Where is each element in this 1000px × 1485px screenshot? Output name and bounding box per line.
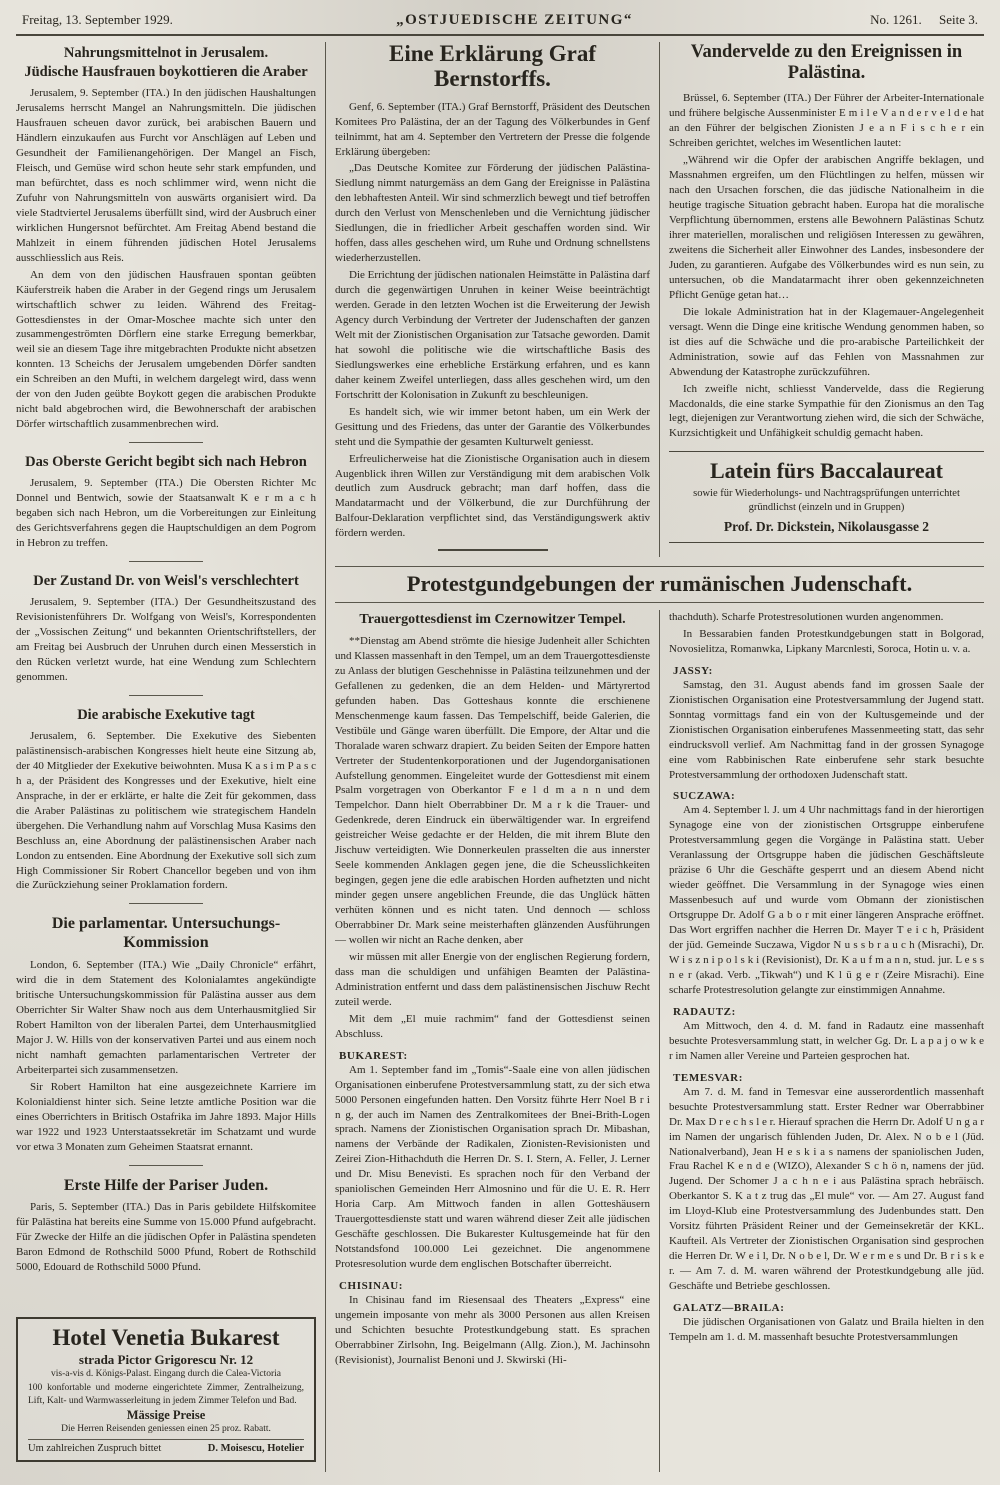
article-untersuchungs-kommission <box>16 912 316 1156</box>
article-paragraph: Jerusalem, 6. September. Die Exekutive des Siebenten palästinensisch-arabischen Kongresses hielt heute eine Sitzung ab, der 40 Mitglieder der Exekutive beiwohnten. Musa K a s i m P a s c h a, der Präsident des Kongresses und der Exekutive, hielt eine Ansprache, in der er erklärte, er halte die Zeit für gekommen, dass die Araber Palästinas zu politischem wie strategischem Handeln übergehen. Die Verhandlung nahm auf Vorschlag Musa Kasims den Beschluss an, eine Abordnung der palästinensischen Araber nach London zu entsenden. Eine Abordnung der Exekutive soll sich zum High Commissioner Sir Robert Chancellor begeben und von ihm die Zurückziehung seiner Proklamation fordern. <box>16 729 316 892</box>
article-paragraph: Brüssel, 6. September (ITA.) Der Führer der Arbeiter-Internationale und frühere belgische Aussenminister E m i l e V a n d e r v e l d e hat an den Führer der belgischen Zionisten J e a n F i s c h e r ein Schreiben gerichtet, welches im Wesentlichen lautet: <box>669 92 984 150</box>
article-divider <box>129 903 203 904</box>
article-paragraph: Jerusalem, 9. September (ITA.) Der Gesundheitszustand des Revisionistenführers Dr. Wolfgang von Weisl's, Korrespondenten der „Vossischen Zeitung“ und bekannten Orientschriftstellers, der am Freitag bei Ausbruch der Unruhen durch einen Messerstich in den Rücken verletzt wurde, hat eine Wendung zum Schlechtern genommen. <box>16 596 316 683</box>
column-rule <box>659 610 660 1472</box>
column-right <box>669 42 984 557</box>
article-divider <box>129 442 203 443</box>
ad-hotel-rabatt: Die Herren Reisenden geniessen einen 25 proz. Rabatt. <box>61 1424 271 1434</box>
column-left <box>16 42 316 1472</box>
article-paragraph: Samstag, den 31. August abends fand im grossen Saale der Zionistischen Organisation eine Protestversammlung der Jugend statt. Sonntag vormittags fand ein von der Kultusgemeinde und der Zionistischen Organisation einberufenes Massenmeeting statt, das sehr eindrucksvoll verlief. Am Nachmittag fand in der grossen Synagoge eine vom Rabbinischen Rate einberufene sehr stark besuchte Protestversammlung der orthodoxen Judenschaft statt. <box>669 678 984 781</box>
column-middle <box>335 42 650 557</box>
article-paragraph: Jerusalem, 9. September (ITA.) In den jüdischen Haushaltungen Jerusalems herrscht Mangel an Nahrungsmitteln. Die jüdischen Hausfrauen scheuen davor zurück, bei arabischen Bauern und Händlern einzukaufen aus Furcht vor Anschlägen auf Leben und Gesundheit der Familienangehörigen. Der Mangel an Fisch, Fleisch, und Gemüse wird schon heute sehr stark empfunden, und man befürchtet, dass es noch schlimmer wird, wenn nicht die Zufuhr von Nahrungsmitteln von auswärts organisiert wird. Da viele Stadtviertel Jerusalems überfüllt sind, wird der Ausbruch einer wirklichen Hungersnot befürchtet. Am Freitag Abend bestand die Mahlzeit in einem führenden jüdischen Hotel Jerusalems ausschliesslich aus Reis. <box>16 87 316 264</box>
section-head-bukarest: BUKAREST: <box>339 1049 408 1062</box>
article-paragraph: Die Errichtung der jüdischen nationalen Heimstätte in Palästina darf durch die gegenwärtigen Unruhen in keiner Weise beeinträchtigt werden. Gerade in den letzten Wochen ist die Erweiterung der Jewish Agency durch Verbindung der Vertreter der Judenschaften der ganzen Welt mit der Zionistischen Organisation zur Tatsache geworden. Damit hat sowohl die politische wie die wirtschaftliche Basis des Siedlungswerkes eine erhebliche Erstärkung erfahren, und es kann daher keinem Zweifel unterliegen, dass alles geschehen wird, um den Fortschritt der Kolonisation in Zukunft zu beschleunigen. <box>335 269 650 401</box>
article-zustand-weisl <box>16 570 316 687</box>
protest-columns <box>335 610 984 1472</box>
ad-hotel-signature: D. Moisescu, Hotelier <box>207 1443 304 1454</box>
latein-ad <box>669 451 984 542</box>
article-paragraph: Die jüdischen Organisationen von Galatz und Braila hielten in den Tempeln am 1. d. M. massenhaft besuchte Protestversammlungen <box>669 1316 984 1343</box>
ad-hotel-location: vis-a-vis d. Königs-Palast. Eingang durch die Calea-Victoria <box>50 1369 281 1380</box>
article-paragraph: In Chisinau fand im Riesensaal des Theaters „Express“ eine ungemein imposante von mehr als 3000 Personen aus allen Kreisen und Schichten besuchte Protestkundgebung statt. Es sprachen Oberrabbiner Zirlsohn, Ing. Beigelmann (Allg. Zion.), M. Jachinsohn (Revisionist), Journalist Benoni und J. Skwirski (Hi- <box>335 1294 650 1366</box>
article-end-rule <box>438 549 548 551</box>
article-erste-hilfe <box>16 1174 316 1278</box>
article-title: Die arabische Exekutive tagt <box>77 706 255 723</box>
article-paragraph: London, 6. September (ITA.) Wie „Daily Chronicle“ erfährt, wird die in dem Statement des Kolonialamtes angekündigte britische Untersuchungskommission für Palästina ausser aus dem Oberrichter Sir Walter Shaw noch aus dem Unterhausmitglied Sir Robert Hamilton von der liberalen Partei, dem Unterhausmitglied Major J. W. Hills von der konservativen Partei und aus einem noch nicht namhaft gemachten parlamentarischen Vertreter der Arbeiterpartei sich zusammensetzen. <box>16 959 316 1076</box>
page-columns <box>16 36 984 1472</box>
article-paragraph: In Bessarabien fanden Protestkundgebungen statt in Bolgorad, Novosielitza, Romanwka, Lipkany Marcnlesti, Soroca, Hotin u. v. a. <box>669 627 984 655</box>
article-paragraph: Sir Robert Hamilton hat eine ausgezeichnete Karriere im Kolonialdienst hinter sich. Seine letzte amtliche Position war die eines Oberrichters in Britisch Ostafrika im Jahre 1893. Major Hills war 1922 und 1923 Unterstaatssekretär im Schatzamt und wurde vor etwa 3 Monaten zum Geheimen Staatsrat ernannt. <box>16 1080 316 1153</box>
ad-hotel-closing-text: Um zahlreichen Zuspruch bittet <box>28 1443 162 1454</box>
article-paragraph: Erfreulicherweise hat die Zionistische Organisation auch in diesem Augenblick ihren Willen zur Verständigung mit dem arabischen Volk deutlich zum Ausdruck gebracht; man darf hoffen, dass die Mandatarmacht und der Völkerbund, die zur Durchführung der Balfour-Deklaration verpflichtet sind, das Verständigungswerk aktiv fördern werden. <box>335 452 650 540</box>
article-paragraph: Mit dem „El muie rachmim“ fand der Gottesdienst seinen Abschluss. <box>335 1012 650 1040</box>
article-title: Die parlamentar. Untersuchungs-Kommission <box>51 915 281 952</box>
article-paragraph: Genf, 6. September (ITA.) Graf Bernstorff, Präsident des Deutschen Komitees Pro Palästina, der an der Tagung des Völkerbundes in Genf teilnimmt, hat am 4. September den Vertretern der Presse die folgende Erklärung übergeben: <box>335 100 650 158</box>
article-paragraph: An dem von den jüdischen Hausfrauen spontan geübten Käuferstreik haben die Araber in der Gegend rings um Jerusalem wirtschaftlich schwer zu leiden. Während des Freitag-Gottesdienstes in der Omar-Moschee machte sich unter den zusammengeströmten Dörflern eine starke Erregung bemerkbar, weil sie an diesem Tage ihre mitgebrachten Produkte nicht absetzen konnten. 13 Scheichs der Jerusalem umgebenden Dörfer sandten ein Schreiben an den Mufti, in welchem dargelegt wird, dass wenn der von den Juden geübte Boykott gegen die arabischen Produkte nicht bald abgebrochen wird, die Bewohnerschaft der arabischen Dörfer wirtschaftlich zusammenbrechen wird. <box>16 268 316 431</box>
article-paragraph: thachduth). Scharfe Protestresolutionen wurden angenommen. <box>669 610 944 623</box>
article-paragraph: Paris, 5. September (ITA.) Das in Paris gebildete Hilfskomitee für Palästina hat bereits eine Summe von 15.000 Pfund aufgebracht. Für Zwecke der Hilfe an die jüdischen Opfer in Palästina spendeten Baron Edmond de Rothschild 5000 Pfund, Robert de Rothschild 5000, Edouard de Rothschild 5000 Pfund. <box>16 1201 316 1274</box>
section-head-jassy: JASSY: <box>673 664 713 677</box>
masthead-title: „OSTJUEDISCHE ZEITUNG“ <box>396 12 633 28</box>
top-articles-row <box>335 42 984 557</box>
article-paragraph: Jerusalem, 9. September (ITA.) Die Obersten Richter Mc Donnel und Bentwich, sowie der Staatsanwalt K e r m a c h begaben sich nach Hebron, um die Vorbereitungen zur Einleitung des Gerichtsverfahrens gegen die Hauptschuldigen an dem Pogrom in Hebron zu treffen. <box>16 477 316 550</box>
article-title: Eine Erklärung Graf Bernstorffs. <box>388 42 596 91</box>
hotel-venetia-ad <box>16 1317 316 1462</box>
masthead-date: Freitag, 13. September 1929. <box>22 12 173 27</box>
article-paragraph: „Das Deutsche Komitee zur Förderung der jüdischen Palästina-Siedlung nimmt naturgemäss an dem Gang der Ereignisse in Palästina den lebhaftesten Anteil. Wir sind schmerzlich bewegt und tief betroffen durch den Verlust von Menschenleben und die Vernichtung jüdischer Siedlungen, die in friedlicher Arbeit geschaffen worden sind. Wir hoffen, dass alles geschehen wird, um Ruhe und Ordnung schnellstens wiederherzustellen. <box>335 162 650 265</box>
article-arabische-exekutive <box>16 704 316 896</box>
article-title: Das Oberste Gericht begibt sich nach Hebron <box>25 454 307 471</box>
ad-latein-title: Latein fürs Baccalaureat <box>709 458 943 484</box>
ad-hotel-description: 100 konfortable und moderne eingerichtete Zimmer, Zentralheizung, Lift, Kalt- und Warmwasserleitung in jedem Zimmer Telefon und Bad. <box>28 1383 304 1406</box>
ad-hotel-closing <box>28 1439 304 1454</box>
article-title: Nahrungsmittelnot in Jerusalem. <box>63 45 269 61</box>
column-rule <box>325 42 326 1472</box>
article-paragraph: Am 4. September l. J. um 4 Uhr nachmittags fand in der hierortigen Synagoge eine von der zionistischen Ortsgruppe einberufene Protestversammlung gegen die Vorgänge in Palästina statt. Ueber Veranlassung der Ortsgruppe haben die jüdischen Geschäftsleute präzise 6 Uhr die Geschäfte gesperrt und an diesem Abend nicht wieder geöffnet. Die Versammlung in der Synagoge wies einen Massenbesuch auf und wurde vom Obmann der zionistischen Ortsgruppe Dr. Adolf G a b o r mit einer längeren Ansprache eröffnet. Das Wort ergriffen nachher die Herren Dr. Mayer T e i c h, Präsident der jüd. Gemeinde Suczawa, Vigdor N u s s b r a u c h (Misrachi), Dr. W i s z n i p o l s k i (Revisionist), Dr. K a u f m a n n, stud. jur. L e s s n e r (akad. Verb. „Tikwah“) und K l ü g e r (Zeire Misrachi). Eine scharfe Protestresolution gelangte zur einstimmigen Annahme. <box>669 804 984 996</box>
section-head-galatz-braila: GALATZ—BRAILA: <box>673 1302 785 1315</box>
ad-latein-signature: Prof. Dr. Dickstein, Nikolausgasse 2 <box>723 518 930 534</box>
article-subtitle: Jüdische Hausfrauen boykottieren die Araber <box>24 64 308 81</box>
section-head-suczawa: SUCZAWA: <box>673 790 736 803</box>
ad-hotel-name: Hotel Venetia Bukarest <box>52 1325 280 1351</box>
article-divider <box>129 1165 203 1166</box>
masthead <box>16 10 984 36</box>
page-number: Seite 3. <box>939 12 978 27</box>
article-paragraph: Am Mittwoch, den 4. d. M. fand in Radautz eine massenhaft besuchte Protesversammlung statt, in welcher Gg. Dr. L a p a j o w k e r im Namen aller Vereine und Parteien gesprochen hat. <box>669 1019 984 1062</box>
article-paragraph: Ich zweifle nicht, schliesst Vandervelde, dass die Regierung Macdonalds, die eine starke Sympathie für den Zionismus an den Tag legt, diejenigen zur Verantwortung ziehen wird, die sich der Schwäche, Kurzsichtigkeit und Unfähigkeit schuldig gemacht haben. <box>669 382 984 440</box>
article-paragraph: Am 7. d. M. fand in Temesvar eine ausserordentlich massenhaft besuchte Protestversammlung statt. Erster Redner war Oberrabbiner Dr. Max D r e c h s l e r. Hierauf sprachen die Herrn Dr. Adolf U n g a r im Namen der ungarisch fühlenden Juden, Dr. Alex. N o b e l (Jüd. Nationalverband), Jean H e s k i a s namens der spaniolischen Juden, Frau Rachel K e n d e (WIZO), Alexander S c h ö n, namens der jüd. Jugend. Der Schomer J a c h n e i aus Palästina sprach hebräisch. Oberkantor S. K a t z trug das „El mule“ vor. — Am 27. August fand im Lloyd-Klub eine Protestversammlung des Judenbundes statt. Den Vorsitz führten Präsident Reiner und der Gemeinsekretär der KKL. Kaufteil. Als Vertreter der Zionistischen Organisation sind gesprochen die Herren Dr. W e i l, Dr. N o b e l, Dr. W e r m e s und Dr. B r i s k e r. — Am 7. d. M. waren während der Protestkundgebung alle jüd. Geschäfte und Betriebe geschlossen. <box>669 1085 984 1293</box>
article-paragraph-emphasis: wir müssen mit aller Energie von der englischen Regierung fordern, dass man die schuldigen und unfähigen Beamten der Palästina-Administration entfernt und dass dem palästinensischen Jischuw Recht zuteil werde. <box>335 950 650 1008</box>
protest-column-right <box>669 610 984 1472</box>
ad-hotel-address: strada Pictor Grigorescu Nr. 12 <box>78 1352 254 1368</box>
article-vandervelde <box>669 42 984 441</box>
article-paragraph: **Dienstag am Abend strömte die hiesige Judenheit aller Schichten und Klassen massenhaft in den Tempel, um an dem Trauergottesdienste zu Anlass der blutigen Geschehnisse in Palästina teilzunehmen und der Gefallenen zu gedenken, die an dem Helden- und Märtyrertod gefunden haben. Das Gotteshaus konnte die erschienene Menschenmenge kaum fassen. Das Tempelschiff, beide Galerien, die Vestibüle und Gänge waren überfüllt. Die Empore, der Altar und die Thoralade waren schwarz drapiert. Zu beiden Seiten der Empore hatten Vertreter der Studentenkorporationen und der Jugendorganisationen Aufstellung genommen. Eingeleitet wurde der Gottesdienst mit einem Psalm vorgetragen von Oberkantor F e l d m a n n und dem Tempelchor. Dann hielt Oberrabbiner Dr. M a r k die Trauer- und Gedenkrede, deren Eindruck ein überwältigender war. In ergreifend geistreicher Weise gedachte er der Helden, die mit ihrem Blute den Jischuw verteidigten. Wie Donnerkeulen prasselten die aus innerster Seele kommenden Anklagen gegen jene, die die Scheusslichkeiten begingen, gegen jene die edle arabischen Horden aufhetzten und nicht minder gegen unsere angeblichen Freunde, die das Unglück hätten verhüten können und es nicht taten. Und dennoch — schloss Oberrabbiner Dr. Mark seine meisterhaften glänzenden Ausführungen — wollen wir nicht an Rache denken, aber <box>335 634 650 946</box>
article-divider <box>129 561 203 562</box>
section-head-radautz: RADAUTZ: <box>673 1005 736 1018</box>
article-title: Erste Hilfe der Pariser Juden. <box>63 1176 269 1194</box>
article-paragraph: „Während wir die Opfer der arabischen Angriffe beklagen, und Massnahmen ergreifen, um den Flüchtlingen zu helfen, müssen wir nach den Ursachen forschen, die das jüdische Nationalheim in die heutige tragische Situation gebracht haben. Europa hat die moralische Verpflichtung übernommen, erstens alle Bewohnern Palästinas Schutz ihrer materiellen, moralischen und religiösen Interessen zu gewähren, zweitens die Sicherheit aller Einwohner des Landes, insbesondere der Juden, zu garantieren. Aufgabe des Völkerbundes wird es nun sein, zu untersuchen, ob die Mandatarmacht ihrer oben gekennzeichneten Pflicht Genüge getan hat… <box>669 154 984 301</box>
ad-hotel-prices: Mässige Preise <box>126 1408 206 1422</box>
article-paragraph: Die lokale Administration hat in der Klagemauer-Angelegenheit versagt. Wenn die Dinge eine kritische Wendung genommen haben, so ist dies auf die Schwäche und die pro-arabische Parteilichkeit der Administration, sowie auf das Fehlen von Massnahmen zur Abwendung der Katastrophe zurückzuführen. <box>669 305 984 378</box>
ad-latein-text: sowie für Wiederholungs- und Nachtragsprüfungen unterrichtet gründlichst (einzeln und in Gruppen) <box>693 488 960 513</box>
section-head-temesvar: TEMESVAR: <box>673 1071 743 1084</box>
article-title: Der Zustand Dr. von Weisl's verschlechtert <box>33 573 299 590</box>
issue-number: No. 1261. <box>870 12 922 27</box>
protest-subhead: Trauergottesdienst im Czernowitzer Tempel. <box>359 611 626 627</box>
article-oberste-gericht <box>16 451 316 553</box>
article-title: Vandervelde zu den Ereignissen in Palästina. <box>690 42 963 83</box>
section-head-chisinau: CHISINAU: <box>339 1280 404 1292</box>
article-paragraph: Es handelt sich, wie wir immer betont haben, um ein Werk der Gesittung und des Friedens, das unter der Garantie des Völkerbundes steht und die Sympathie der gesamten Kulturwelt geniesst. <box>335 405 650 448</box>
article-bernstorff <box>335 42 650 541</box>
protest-headline: Protestgundgebungen der rumänischen Judenschaft. <box>335 566 984 603</box>
columns-right-group <box>335 42 984 1472</box>
masthead-issue <box>856 12 978 28</box>
article-nahrungsmittelnot <box>16 42 316 434</box>
article-divider <box>129 695 203 696</box>
column-rule <box>659 42 660 557</box>
article-paragraph: Am 1. September fand im „Tomis“-Saale eine von allen jüdischen Organisationen einberufene Protestversammlung statt, zu der sich etwa 5000 Personen eingefunden hatten. Den Vorsitz führte Herr Noel B r i n g, der auch im Namen des Zentralkomitees der Bnei-Brith-Logen sprach. Namens der Zionistischen Organisation sprach Dr. Mibashan, namens der Verbände der Radikalen, Zionisten-Revisionisten und Zeirei Zion-Hithachduth die Herren Dr. S. I. Stern, A. Feller, J. Lerner und Dr. Misu Benevisti. Es sprachen noch für den Verband der spaniolischen Gemeinden Herr Almosnino und für die U. E. R. Herr Horia Carp. Am Mittwoch fanden in allen Gotteshäusern Trauergottesdienste statt und waren während dieser Zeit alle jüdischen Geschäfte geschlossen. Die Bukarester Kultusgemeinde hat für den Notstandsfond 100.000 Lei gezeichnet. Die angenommene Protesresolution wurde dem englischen Botschafter überreicht. <box>335 1063 650 1271</box>
protest-column-left <box>335 610 650 1472</box>
